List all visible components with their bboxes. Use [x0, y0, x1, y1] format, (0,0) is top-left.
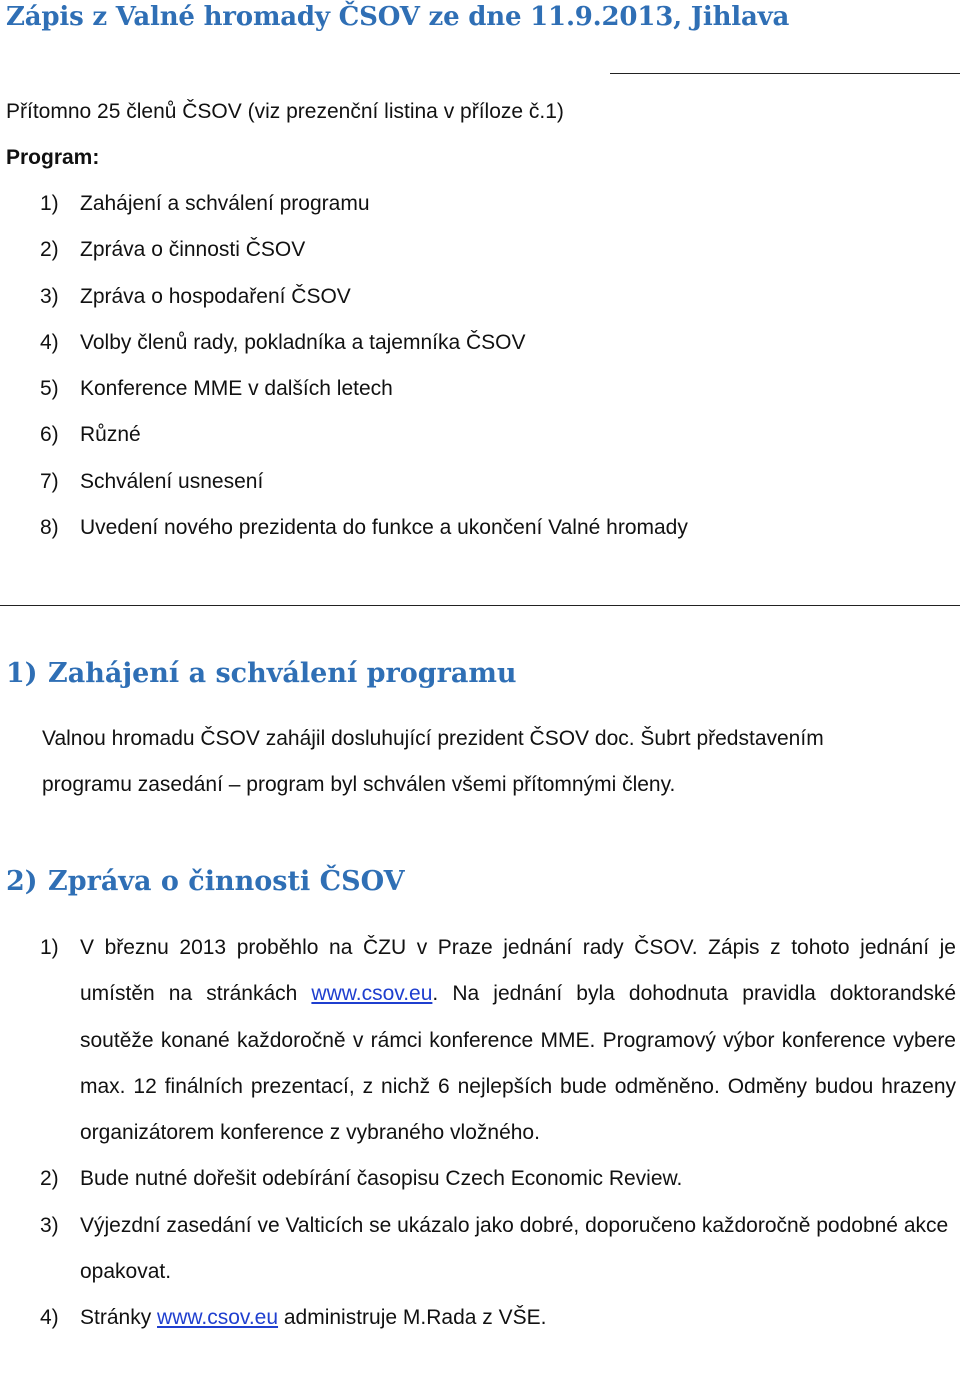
agenda-item: 1) Zahájení a schválení programu	[40, 192, 370, 215]
program-heading: Program:	[6, 146, 100, 169]
website-link[interactable]: www.csov.eu	[311, 982, 433, 1006]
agenda-item: 2) Zpráva o činnosti ČSOV	[40, 238, 306, 262]
section2-list	[40, 925, 956, 1342]
agenda-list	[40, 192, 688, 562]
agenda-item: 6) Různé	[40, 423, 141, 447]
section2-number: 2)	[6, 866, 38, 897]
section1-line: programu zasedání – program byl schválen všemi přítomnými členy.	[42, 773, 676, 797]
section-divider	[0, 605, 960, 606]
section1-title: Zahájení a schválení programu	[48, 658, 517, 689]
website-link[interactable]: www.csov.eu	[157, 1306, 279, 1330]
list-item: 2) Bude nutné dořešit odebírání časopisu Czech Economic Review.	[40, 1167, 683, 1191]
section2-title: Zpráva o činnosti ČSOV	[48, 866, 405, 897]
agenda-item: 4) Volby členů rady, pokladníka a tajemníka ČSOV	[40, 330, 526, 354]
agenda-item: 8) Uvedení nového prezidenta do funkce a ukončení Valné hromady	[40, 516, 688, 540]
list-item: 4) Stránky www.csov.eu administruje M.Rada z VŠE.	[40, 1306, 547, 1330]
section1-heading	[6, 658, 517, 689]
list-item: 1) V březnu 2013 proběhlo na ČZU v Praze jednání rady ČSOV. Zápis z tohoto jednání je umístěn na stránkách www.csov.eu. Na jednání byla dohodnuta pravidla doktorandské soutěže konané každoročně v rámci konference MME. Programový výbor konference vybere max. 12 finálních prezentací, z nichž 6 nejlepších bude odměněno. Odměny budou hrazeny organizátorem konference z vybraného vložného.	[40, 936, 956, 1145]
agenda-item: 7) Schválení usnesení	[40, 469, 264, 493]
agenda-item: 3) Zpráva o hospodaření ČSOV	[40, 284, 351, 308]
agenda-item: 5) Konference MME v dalších letech	[40, 377, 393, 401]
attendance-text: Přítomno 25 členů ČSOV (viz prezenční listina v příloze č.1)	[6, 100, 564, 123]
section1-line: Valnou hromadu ČSOV zahájil dosluhující prezident ČSOV doc. Šubrt představením	[42, 727, 824, 750]
section1-number: 1)	[6, 658, 38, 689]
document-title: Zápis z Valné hromady ČSOV ze dne 11.9.2013, Jihlava	[6, 2, 790, 32]
section1-body	[42, 716, 824, 809]
header-rule	[610, 73, 960, 74]
list-item: 3) Výjezdní zasedání ve Valticích se ukázalo jako dobré, doporučeno každoročně podobné akce opakovat.	[40, 1213, 949, 1284]
section2-heading	[6, 866, 405, 897]
